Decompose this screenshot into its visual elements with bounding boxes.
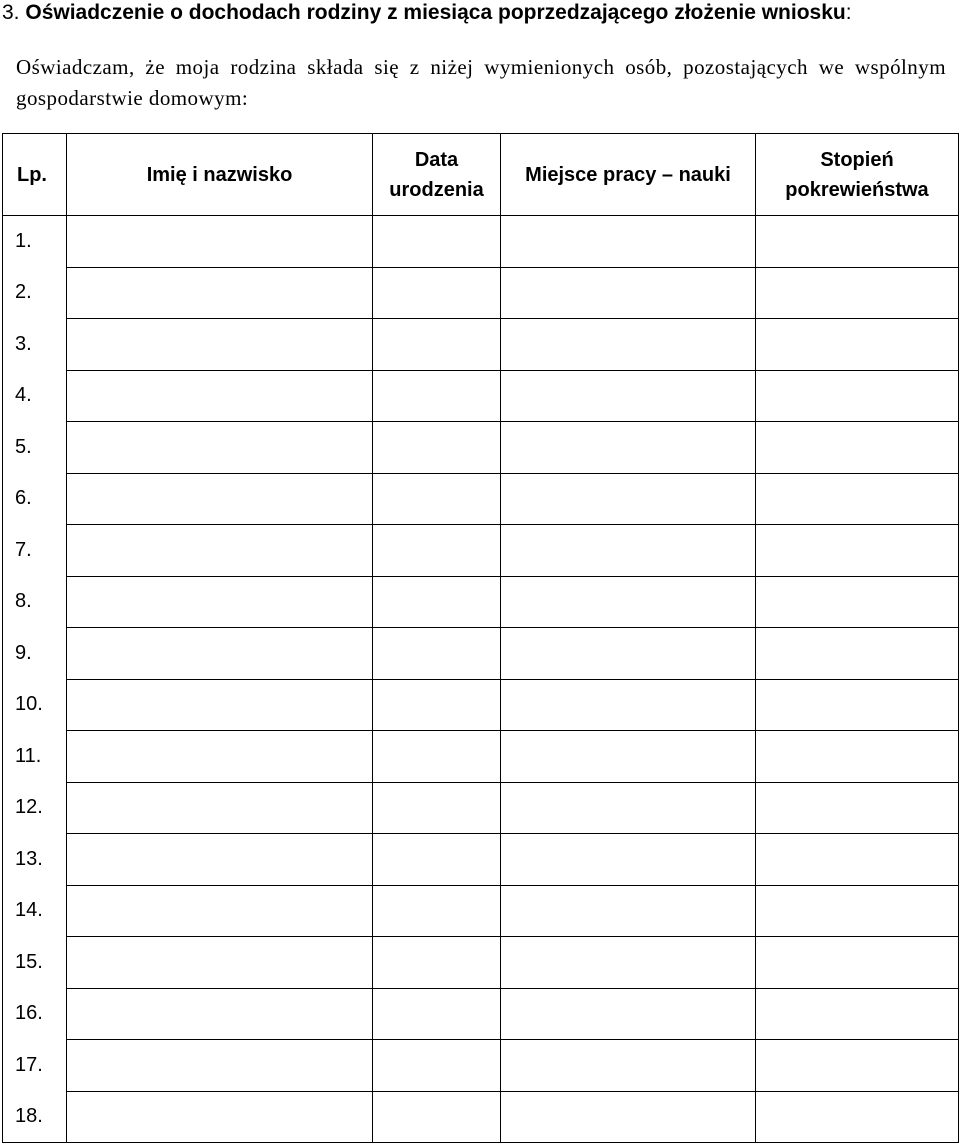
birth-date-cell[interactable] [373, 319, 501, 371]
header-birth-date [373, 134, 501, 216]
row-number-cell: 16. [3, 988, 67, 1040]
birth-date-cell[interactable] [373, 731, 501, 783]
row-number-cell: 17. [3, 1040, 67, 1092]
header-birth-date-line2: urodzenia [389, 178, 484, 201]
kinship-cell[interactable] [756, 1040, 959, 1092]
name-cell[interactable] [67, 267, 373, 319]
family-members-table [2, 133, 959, 1143]
workplace-cell[interactable] [501, 834, 756, 886]
table-row [3, 679, 959, 731]
row-number-cell: 8. [3, 576, 67, 628]
table-row [3, 731, 959, 783]
name-cell[interactable] [67, 988, 373, 1040]
name-cell[interactable] [67, 937, 373, 989]
table-row [3, 422, 959, 474]
table-row [3, 216, 959, 268]
row-number-cell: 13. [3, 834, 67, 886]
workplace-cell[interactable] [501, 731, 756, 783]
table-row [3, 1040, 959, 1092]
section-title [2, 0, 852, 26]
name-cell[interactable] [67, 216, 373, 268]
birth-date-cell[interactable] [373, 1040, 501, 1092]
name-cell[interactable] [67, 473, 373, 525]
birth-date-cell[interactable] [373, 885, 501, 937]
table-row [3, 319, 959, 371]
row-number-cell: 6. [3, 473, 67, 525]
kinship-cell[interactable] [756, 628, 959, 680]
workplace-cell[interactable] [501, 937, 756, 989]
kinship-cell[interactable] [756, 937, 959, 989]
row-number-cell: 9. [3, 628, 67, 680]
table-row [3, 628, 959, 680]
table-row [3, 782, 959, 834]
birth-date-cell[interactable] [373, 216, 501, 268]
declaration-text: Oświadczam, że moja rodzina składa się z niżej wymienionych osób, pozostających we wspólnym gospodarstwie domowym: [16, 55, 946, 110]
row-number-cell: 7. [3, 525, 67, 577]
row-number-cell: 18. [3, 1091, 67, 1143]
kinship-cell[interactable] [756, 525, 959, 577]
birth-date-cell[interactable] [373, 834, 501, 886]
header-kinship-line1: Stopień [820, 148, 894, 171]
birth-date-cell[interactable] [373, 937, 501, 989]
workplace-cell[interactable] [501, 216, 756, 268]
table-row [3, 525, 959, 577]
row-number-cell: 1. [3, 216, 67, 268]
name-cell[interactable] [67, 1040, 373, 1092]
header-kinship [756, 134, 959, 216]
row-number-cell: 14. [3, 885, 67, 937]
section-title-text: Oświadczenie o dochodach rodziny z miesiąca poprzedzającego złożenie wniosku [25, 1, 846, 24]
birth-date-cell[interactable] [373, 1091, 501, 1143]
row-number-cell: 5. [3, 422, 67, 474]
kinship-cell[interactable] [756, 679, 959, 731]
workplace-cell[interactable] [501, 319, 756, 371]
name-cell[interactable] [67, 422, 373, 474]
row-number-cell: 4. [3, 370, 67, 422]
header-name: Imię i nazwisko [67, 134, 373, 216]
name-cell[interactable] [67, 731, 373, 783]
workplace-cell[interactable] [501, 370, 756, 422]
workplace-cell[interactable] [501, 1040, 756, 1092]
name-cell[interactable] [67, 782, 373, 834]
workplace-cell[interactable] [501, 267, 756, 319]
table-row [3, 473, 959, 525]
birth-date-cell[interactable] [373, 576, 501, 628]
table-header-row [3, 134, 959, 216]
birth-date-cell[interactable] [373, 370, 501, 422]
birth-date-cell[interactable] [373, 473, 501, 525]
table-row [3, 988, 959, 1040]
name-cell[interactable] [67, 628, 373, 680]
table-body [3, 216, 959, 1143]
row-number-cell: 12. [3, 782, 67, 834]
birth-date-cell[interactable] [373, 525, 501, 577]
kinship-cell[interactable] [756, 319, 959, 371]
name-cell[interactable] [67, 370, 373, 422]
workplace-cell[interactable] [501, 422, 756, 474]
kinship-cell[interactable] [756, 834, 959, 886]
kinship-cell[interactable] [756, 473, 959, 525]
kinship-cell[interactable] [756, 422, 959, 474]
birth-date-cell[interactable] [373, 988, 501, 1040]
table-row [3, 885, 959, 937]
kinship-cell[interactable] [756, 370, 959, 422]
row-number-cell: 11. [3, 731, 67, 783]
table-row [3, 267, 959, 319]
birth-date-cell[interactable] [373, 679, 501, 731]
kinship-cell[interactable] [756, 731, 959, 783]
workplace-cell[interactable] [501, 988, 756, 1040]
header-lp: Lp. [3, 134, 67, 216]
row-number-cell: 15. [3, 937, 67, 989]
name-cell[interactable] [67, 576, 373, 628]
section-title-suffix: : [845, 1, 852, 24]
section-number: 3. [2, 1, 20, 24]
kinship-cell[interactable] [756, 576, 959, 628]
kinship-cell[interactable] [756, 988, 959, 1040]
row-number-cell: 2. [3, 267, 67, 319]
birth-date-cell[interactable] [373, 422, 501, 474]
name-cell[interactable] [67, 679, 373, 731]
workplace-cell[interactable] [501, 473, 756, 525]
header-birth-date-line1: Data [414, 148, 459, 171]
workplace-cell[interactable] [501, 628, 756, 680]
name-cell[interactable] [67, 319, 373, 371]
table-row [3, 576, 959, 628]
workplace-cell[interactable] [501, 885, 756, 937]
workplace-cell[interactable] [501, 576, 756, 628]
table-row [3, 834, 959, 886]
workplace-cell[interactable] [501, 525, 756, 577]
workplace-cell[interactable] [501, 1091, 756, 1143]
birth-date-cell[interactable] [373, 267, 501, 319]
birth-date-cell[interactable] [373, 782, 501, 834]
kinship-cell[interactable] [756, 782, 959, 834]
table-row [3, 1091, 959, 1143]
birth-date-cell[interactable] [373, 628, 501, 680]
table-row [3, 937, 959, 989]
kinship-cell[interactable] [756, 885, 959, 937]
workplace-cell[interactable] [501, 679, 756, 731]
name-cell[interactable] [67, 834, 373, 886]
header-workplace: Miejsce pracy – nauki [501, 134, 756, 216]
kinship-cell[interactable] [756, 1091, 959, 1143]
name-cell[interactable] [67, 525, 373, 577]
kinship-cell[interactable] [756, 216, 959, 268]
row-number-cell: 10. [3, 679, 67, 731]
workplace-cell[interactable] [501, 782, 756, 834]
row-number-cell: 3. [3, 319, 67, 371]
name-cell[interactable] [67, 1091, 373, 1143]
name-cell[interactable] [67, 885, 373, 937]
header-kinship-line2: pokrewieństwa [785, 178, 929, 201]
table-row [3, 370, 959, 422]
kinship-cell[interactable] [756, 267, 959, 319]
